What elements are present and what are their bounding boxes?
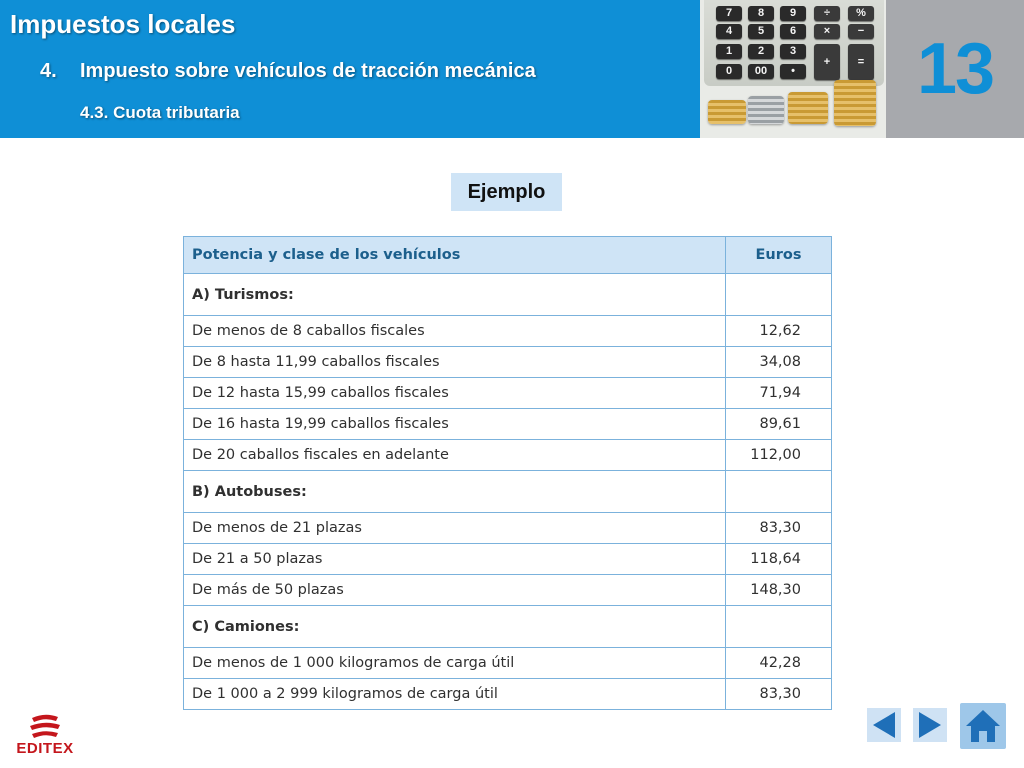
- page-title: Impuestos locales: [10, 9, 236, 39]
- calculator-key: 1: [716, 44, 742, 59]
- group-row: [184, 606, 832, 648]
- coin-stack: [748, 96, 784, 124]
- calculator-key: 8: [748, 6, 774, 21]
- group-label: A) Turismos:: [184, 274, 726, 316]
- calculator-key: 9: [780, 6, 806, 21]
- group-value-empty: [726, 274, 832, 316]
- vehicle-description: De menos de 1 000 kilogramos de carga útil: [184, 648, 726, 679]
- euro-amount: 83,30: [726, 513, 832, 544]
- calculator-key: 0: [716, 64, 742, 79]
- vehicle-description: De 16 hasta 19,99 caballos fiscales: [184, 409, 726, 440]
- table-row: [184, 679, 832, 710]
- subsection-heading: 4.3. Cuota tributaria: [80, 103, 240, 122]
- group-value-empty: [726, 606, 832, 648]
- tariff-table: [183, 236, 832, 710]
- coin-stack: [834, 80, 876, 126]
- calculator-key: 3: [780, 44, 806, 59]
- editex-logo: [10, 712, 80, 758]
- group-row: [184, 274, 832, 316]
- calculator-key: 7: [716, 6, 742, 21]
- calculator-key: +: [814, 44, 840, 80]
- vehicle-description: De 1 000 a 2 999 kilogramos de carga útil: [184, 679, 726, 710]
- tariff-table-wrapper: [183, 236, 831, 710]
- calculator-key: •: [780, 64, 806, 79]
- euro-amount: 148,30: [726, 575, 832, 606]
- logo-text: EDITEX: [16, 740, 74, 757]
- table-row: [184, 513, 832, 544]
- table-body: [184, 274, 832, 710]
- euro-amount: 89,61: [726, 409, 832, 440]
- calculator-key: ×: [814, 24, 840, 39]
- group-row: [184, 471, 832, 513]
- euro-amount: 12,62: [726, 316, 832, 347]
- section-title: Impuesto sobre vehículos de tracción mecánica: [80, 60, 536, 82]
- euro-amount: 71,94: [726, 378, 832, 409]
- previous-button[interactable]: [867, 708, 901, 742]
- group-value-empty: [726, 471, 832, 513]
- calculator-key: =: [848, 44, 874, 80]
- table-row: [184, 648, 832, 679]
- vehicle-description: De más de 50 plazas: [184, 575, 726, 606]
- coin-stack: [708, 100, 746, 124]
- table-row: [184, 316, 832, 347]
- editex-logo-mark: [10, 712, 80, 742]
- table-row: [184, 575, 832, 606]
- calculator-key: 2: [748, 44, 774, 59]
- example-badge: Ejemplo: [451, 173, 562, 211]
- calculator-key: −: [848, 24, 874, 39]
- euro-amount: 112,00: [726, 440, 832, 471]
- group-label: C) Camiones:: [184, 606, 726, 648]
- header-band: [0, 0, 700, 138]
- table-row: [184, 409, 832, 440]
- vehicle-description: De 20 caballos fiscales en adelante: [184, 440, 726, 471]
- calculator-key: ÷: [814, 6, 840, 21]
- calculator-key: 4: [716, 24, 742, 39]
- section-number: 4.: [40, 60, 57, 82]
- column-header-euros: Euros: [726, 237, 832, 274]
- coin-stack: [788, 92, 828, 124]
- euro-amount: 34,08: [726, 347, 832, 378]
- euro-amount: 83,30: [726, 679, 832, 710]
- table-header-row: [184, 237, 832, 274]
- vehicle-description: De 21 a 50 plazas: [184, 544, 726, 575]
- vehicle-description: De 8 hasta 11,99 caballos fiscales: [184, 347, 726, 378]
- vehicle-description: De 12 hasta 15,99 caballos fiscales: [184, 378, 726, 409]
- calculator-key: 5: [748, 24, 774, 39]
- chapter-number: 13: [916, 29, 994, 109]
- next-button[interactable]: [913, 708, 947, 742]
- table-row: [184, 544, 832, 575]
- chapter-block: [886, 0, 1024, 138]
- home-button[interactable]: [960, 703, 1006, 749]
- vehicle-description: De menos de 21 plazas: [184, 513, 726, 544]
- euro-amount: 42,28: [726, 648, 832, 679]
- calculator-key: %: [848, 6, 874, 21]
- table-row: [184, 378, 832, 409]
- table-row: [184, 440, 832, 471]
- group-label: B) Autobuses:: [184, 471, 726, 513]
- calculator-key: 6: [780, 24, 806, 39]
- column-header-vehicle: Potencia y clase de los vehículos: [184, 237, 726, 274]
- table-row: [184, 347, 832, 378]
- section-heading: [40, 60, 536, 83]
- vehicle-description: De menos de 8 caballos fiscales: [184, 316, 726, 347]
- arrow-left-icon: [867, 708, 901, 742]
- arrow-right-icon: [913, 708, 947, 742]
- calculator-image: [700, 0, 886, 138]
- calculator-key: 00: [748, 64, 774, 79]
- euro-amount: 118,64: [726, 544, 832, 575]
- home-icon: [960, 703, 1006, 749]
